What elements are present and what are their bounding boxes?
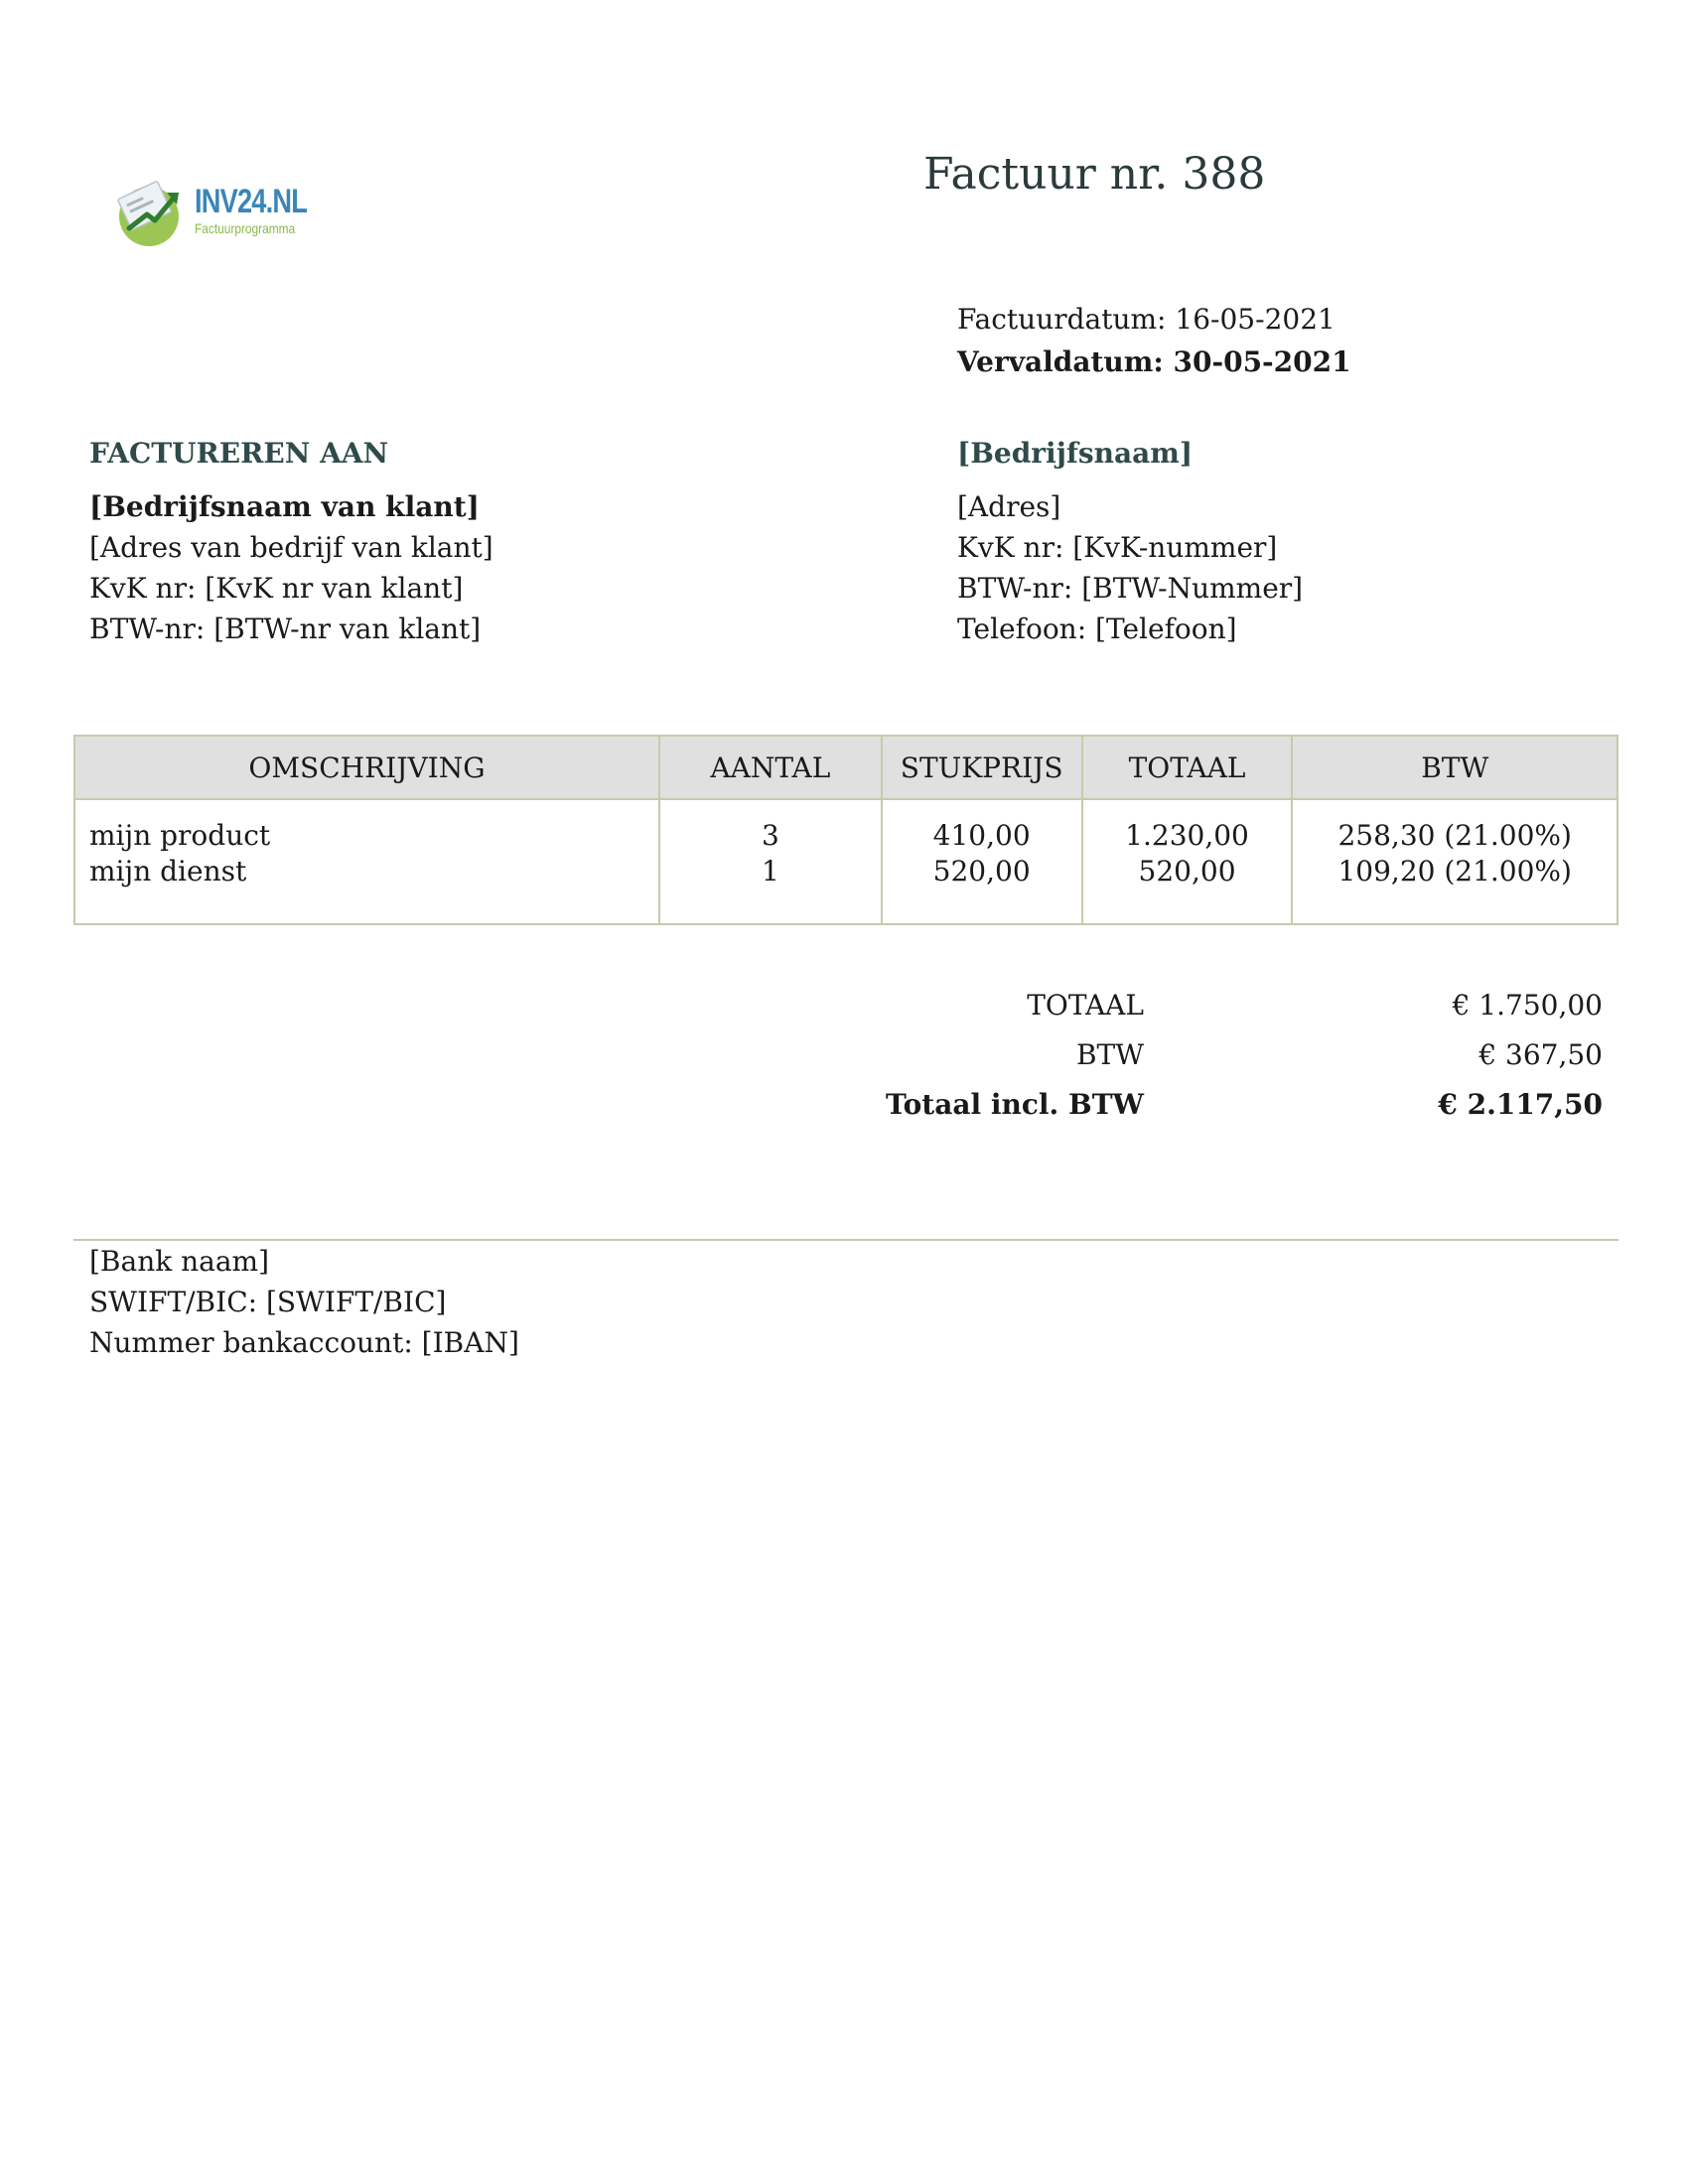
vat-total-value: € 367,50 [1478, 1038, 1603, 1071]
item-qty: 3 [761, 819, 779, 852]
subtotal-label: TOTAAL [1027, 989, 1144, 1022]
company-logo [115, 169, 314, 254]
col-header-description: OMSCHRIJVING [74, 736, 659, 799]
item-unit-price: 410,00 [932, 819, 1031, 852]
invoice-number: 388 [1182, 149, 1266, 200]
item-description: mijn product [89, 819, 271, 852]
item-qty: 1 [761, 855, 779, 887]
bill-to-kvk: KvK nr: [KvK nr van klant] [89, 572, 464, 605]
bank-iban: Nummer bankaccount: [IBAN] [89, 1326, 519, 1359]
col-header-unit-price: STUKPRIJS [882, 736, 1082, 799]
seller-company: [Bedrijfsnaam] [957, 437, 1194, 470]
logo-name: INV24.NL [195, 183, 308, 220]
logo-tagline: Factuurprogramma [195, 220, 296, 236]
invoice-title-prefix: Factuur nr. [923, 149, 1169, 200]
item-description: mijn dienst [89, 855, 247, 887]
invoice-dates [957, 298, 1351, 383]
grand-total-label: Totaal incl. BTW [885, 1088, 1144, 1121]
invoice-date-label: Factuurdatum: [957, 303, 1167, 336]
item-vat: 258,30 (21.00%) [1337, 819, 1572, 852]
due-date-row [957, 341, 1351, 383]
invoice-title [923, 149, 1265, 200]
item-vat: 109,20 (21.00%) [1337, 855, 1572, 887]
vat-total-label: BTW [1075, 1038, 1144, 1071]
due-date-label: Vervaldatum: [957, 345, 1164, 378]
description-cell [74, 799, 659, 924]
bank-details [89, 1241, 519, 1363]
bank-name: [Bank naam] [89, 1245, 269, 1278]
item-total: 520,00 [1138, 855, 1236, 887]
unit-price-cell [882, 799, 1082, 924]
seller-btw: BTW-nr: [BTW-Nummer] [957, 572, 1304, 605]
grand-total-value: € 2.117,50 [1438, 1088, 1603, 1121]
invoice-date-row [957, 298, 1351, 341]
due-date-value: 30-05-2021 [1173, 345, 1351, 378]
total-cell [1082, 799, 1293, 924]
col-header-total: TOTAAL [1082, 736, 1293, 799]
qty-cell [659, 799, 882, 924]
bill-to-heading: FACTUREREN AAN [89, 437, 389, 470]
bill-to-btw: BTW-nr: [BTW-nr van klant] [89, 613, 482, 645]
bill-to-address: [Adres van bedrijf van klant] [89, 531, 493, 564]
col-header-vat: BTW [1292, 736, 1618, 799]
seller-phone: Telefoon: [Telefoon] [957, 613, 1237, 645]
bill-to-block [89, 486, 493, 649]
logo-icon [115, 177, 187, 248]
subtotal-value: € 1.750,00 [1452, 989, 1603, 1022]
seller-block [957, 486, 1303, 649]
bill-to-company: [Bedrijfsnaam van klant] [89, 490, 480, 523]
seller-kvk: KvK nr: [KvK-nummer] [957, 531, 1278, 564]
table-row [74, 799, 1618, 924]
seller-address: [Adres] [957, 490, 1061, 523]
vat-cell [1292, 799, 1618, 924]
item-total: 1.230,00 [1125, 819, 1249, 852]
invoice-date-value: 16-05-2021 [1175, 303, 1336, 336]
bank-swift: SWIFT/BIC: [SWIFT/BIC] [89, 1286, 447, 1318]
table-header-row [74, 736, 1618, 799]
item-unit-price: 520,00 [932, 855, 1031, 887]
items-table [73, 735, 1618, 925]
col-header-qty: AANTAL [659, 736, 882, 799]
